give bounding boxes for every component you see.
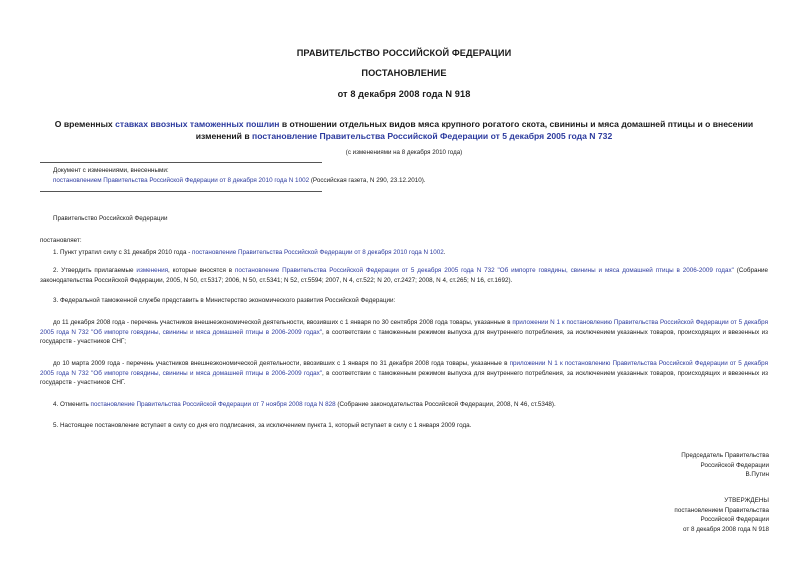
paragraph-4 xyxy=(53,400,768,410)
p3b-link-appendix[interactable]: приложении N 1 к постановлению Правительства Российской Федерации от 5 декабря 2005 года N 732 "Об импорте говядины, свинины и мяса домашней птицы в 2006-2009 годах" xyxy=(40,360,768,377)
p3b-text-a: до 10 марта 2009 года - перечень участников внешнеэкономической деятельности, ввозивших с 1 января по 31 декабря 2008 года товары, указанные в xyxy=(53,360,510,367)
p1-text: 1. Пункт утратил силу с 31 декабря 2010 года - xyxy=(53,249,193,256)
date-number-heading: от 8 декабря 2008 года N 918 xyxy=(337,89,471,99)
approved-by: постановлением Правительства xyxy=(674,506,769,514)
signature-title: Председатель Правительства xyxy=(681,452,769,459)
paragraph-5: 5. Настоящее постановление вступает в силу со дня его подписания, за исключением пункта 1, который вступает в силу с 1 января 2009 года. xyxy=(53,422,472,429)
p3b-text-b: , в соответствии с таможенным режимом выпуска для внутреннего потребления, за исключением указанных товаров, происходящих и ввезенных из государств - участников СНГ. xyxy=(40,369,768,387)
paragraph-2 xyxy=(40,266,768,285)
changes-line xyxy=(53,176,513,186)
signature-name: В.Путин xyxy=(745,471,769,479)
p4-link-828[interactable]: постановление Правительства Российской Федерации от 7 ноября 2008 года N 828 xyxy=(90,401,336,408)
p1-end: . xyxy=(443,249,446,256)
p4-text-a: 4. Отменить xyxy=(53,401,91,408)
p3a-text-a: до 11 декабря 2008 года - перечень участников внешнеэкономической деятельности, ввозивших с 1 января по 30 сентября 2008 года товары, указанные в xyxy=(53,319,513,326)
document-title xyxy=(40,118,768,142)
approved-block xyxy=(674,496,769,534)
p4-text-b: (Собрание законодательства Российской Федерации, 2008, N 46, ст.5348). xyxy=(335,401,556,408)
government-heading: ПРАВИТЕЛЬСТВО РОССИЙСКОЙ ФЕДЕРАЦИИ xyxy=(296,48,512,58)
paragraph-3a xyxy=(40,318,768,347)
approved-country: Российской Федерации xyxy=(700,516,769,524)
approved-label: УТВЕРЖДЕНЫ xyxy=(724,497,769,504)
p2-link-changes[interactable]: изменения xyxy=(136,267,169,274)
p3a-link-appendix[interactable]: приложении N 1 к постановлению Правительства Российской Федерации от 5 декабря 2005 года N 732 "Об импорте говядины, свинины и мяса домашней птицы в 2006-2009 годах" xyxy=(40,319,768,336)
title-text-1: О временных xyxy=(54,119,116,129)
p2-text-c: (Собрание законодательства Российской Федерации, 2005, N 50, ст.5317; 2006, N 50, ст.5341; N 52, ст.5594; 2007, N 4, ст.522; N 20, ст.2427; 2008, N 4, ст.265; N 16, ст.1692). xyxy=(40,267,769,284)
p2-text-b: , которые вносятся в xyxy=(168,267,235,274)
govt-line: Правительство Российской Федерации xyxy=(53,215,168,222)
doc-type-heading: ПОСТАНОВЛЕНИЕ xyxy=(361,68,447,78)
signature-country: Российской Федерации xyxy=(700,461,769,469)
changes-intro: Документ с изменениями, внесенными: xyxy=(53,167,169,174)
divider-top xyxy=(40,162,322,163)
p2-text-a: 2. Утвердить прилагаемые xyxy=(53,267,137,274)
title-text-2: в отношении отдельных видов мяса крупного рогатого скота, свинины и мяса домашней птицы и о внесении изменений в xyxy=(195,119,754,141)
p2-link-resolution-732[interactable]: постановление Правительства Российской Федерации от 5 декабря 2005 года N 732 "Об импорте говядины, свинины и мяса домашней птицы в 2006-2009 годах" xyxy=(235,267,734,274)
changes-link-1002[interactable]: постановлением Правительства Российской Федерации от 8 декабря 2010 года N 1002 xyxy=(53,177,310,184)
signature-block xyxy=(681,451,769,480)
changes-source: (Российская газета, N 290, 23.12.2010). xyxy=(309,177,426,184)
paragraph-3: 3. Федеральной таможенной службе представить в Министерство экономического развития Российской Федерации: xyxy=(53,297,396,304)
title-link-duties[interactable]: ставках ввозных таможенных пошлин xyxy=(115,119,280,129)
title-link-resolution-732[interactable]: постановление Правительства Российской Федерации от 5 декабря 2005 года N 732 xyxy=(252,131,613,141)
paragraph-3b xyxy=(40,359,768,388)
paragraph-1 xyxy=(53,248,768,258)
divider-bottom xyxy=(40,191,322,192)
p1-link-1002[interactable]: постановление Правительства Российской Федерации от 8 декабря 2010 года N 1002 xyxy=(192,249,444,256)
revision-note: (с изменениями на 8 декабря 2010 года) xyxy=(345,149,463,156)
decides-line: постановляет: xyxy=(40,237,82,244)
p3a-text-b: , в соответствии с таможенным режимом выпуска для внутреннего потребления, за исключением указанных товаров, происходящих и ввезенных из государств - участников СНГ; xyxy=(40,328,768,346)
approved-date: от 8 декабря 2008 года N 918 xyxy=(682,525,769,533)
